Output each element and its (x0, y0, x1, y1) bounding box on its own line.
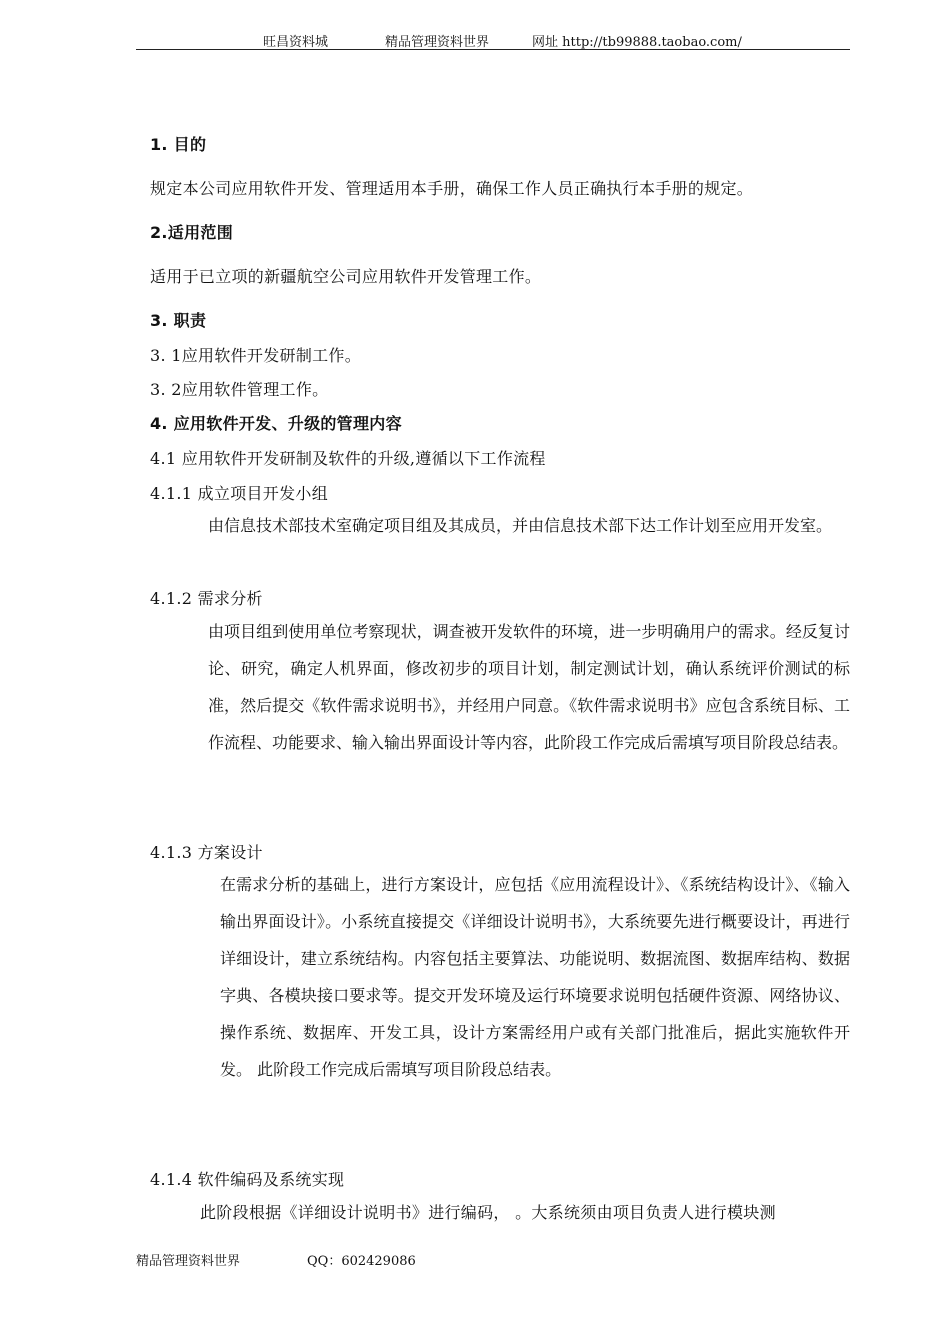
section-4-1-4-title: 4.1.4 软件编码及系统实现 (150, 1170, 345, 1189)
section-2-text: 适用于已立项的新疆航空公司应用软件开发管理工作。 (150, 267, 542, 286)
section-1-title: 1. 目的 (150, 135, 207, 154)
section-1-text: 规定本公司应用软件开发、管理适用本手册，确保工作人员正确执行本手册的规定。 (150, 179, 754, 198)
header-url: 网址 http://tb99888.taobao.com/ (532, 35, 742, 50)
section-4-1-3-text: 在需求分析的基础上，进行方案设计，应包括《应用流程设计》、《系统结构设计》、《输入输出界面设计》。小系统直接提交《详细设计说明书》，大系统要先进行概要设计，再进行详细设计，建立系统结构。内容包括主要算法、功能说明、数据流图、数据库结构、数据字典、各模块接口要求等。提交开发环境及运行环境要求说明包括硬件资源、网络协议、操作系统、数据库、开发工具，设计方案需经用户或有关部门批准后，据此实施软件开发。 此阶段工作完成后需填写项目阶段总结表。 (220, 875, 850, 1079)
section-4-1-2-text: 由项目组到使用单位考察现状，调查被开发软件的环境，进一步明确用户的需求。经反复讨论、研究，确定人机界面，修改初步的项目计划，制定测试计划，确认系统评价测试的标准，然后提交《软件需求说明书》，并经用户同意。《软件需求说明书》应包含系统目标、工作流程、功能要求、输入输出界面设计等内容，此阶段工作完成后需填写项目阶段总结表。 (208, 622, 850, 752)
section-4-1-3-title: 4.1.3 方案设计 (150, 843, 263, 862)
section-2-title: 2.适用范围 (150, 223, 234, 242)
section-3-1: 3. 1应用软件开发研制工作。 (150, 346, 362, 365)
section-4-1-2-title: 4.1.2 需求分析 (150, 589, 263, 608)
footer-site-name: 精品管理资料世界 (136, 1254, 241, 1269)
footer-qq: QQ：602429086 (307, 1254, 416, 1269)
section-4-title: 4. 应用软件开发、升级的管理内容 (150, 414, 402, 433)
header-shop-name: 旺昌资料城 (263, 35, 329, 50)
header-site-name: 精品管理资料世界 (385, 35, 490, 50)
section-4-1-1-text: 由信息技术部技术室确定项目组及其成员，并由信息技术部下达工作计划至应用开发室。 (208, 516, 833, 535)
section-4-1-4-text: 此阶段根据《详细设计说明书》进行编码， 。大系统须由项目负责人进行模块测 (200, 1203, 776, 1222)
section-4-1: 4.1 应用软件开发研制及软件的升级,遵循以下工作流程 (150, 449, 546, 468)
section-3-2: 3. 2应用软件管理工作。 (150, 380, 329, 399)
section-3-title: 3. 职责 (150, 311, 207, 330)
page-header (136, 30, 850, 50)
section-4-1-1-title: 4.1.1 成立项目开发小组 (150, 484, 328, 503)
